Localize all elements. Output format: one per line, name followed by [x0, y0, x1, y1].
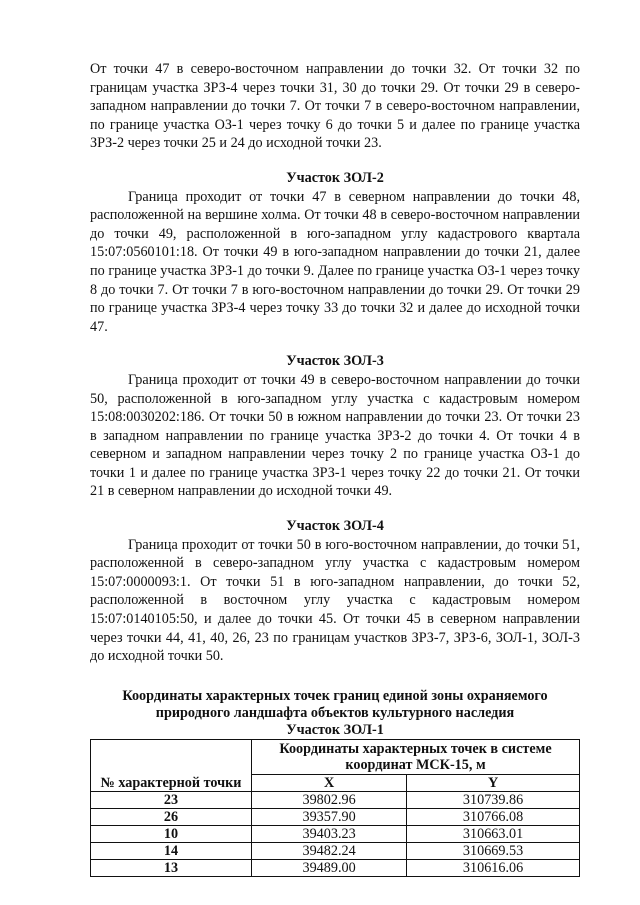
table-row [91, 808, 580, 825]
x-value: 39489.00 [252, 859, 407, 876]
header-coordinates-group: Координаты характерных точек в системе координат МСК-15, м [252, 739, 580, 774]
x-value: 39482.24 [252, 842, 407, 859]
intro-paragraph: От точки 47 в северо-восточном направлении до точки 32. От точки 32 по границам участка ЗРЗ-4 через точки 31, 30 до точки 29. От точки 29 в северо-западном направлении до точки 7. От точки 7 в северо-восточном направлении, по границе участка ОЗ-1 через точку 6 до точки 5 и далее по границе участка ЗРЗ-2 через точки 25 и 24 до исходной точки 23. [90, 61, 580, 152]
y-value: 310663.01 [407, 825, 580, 842]
point-number: 13 [91, 859, 252, 876]
coordinates-heading-line3: Участок ЗОЛ-1 [286, 721, 384, 738]
section-text-zol-3: Граница проходит от точки 49 в северо-восточном направлении до точки 50, расположенной в юго-западном углу участка с кадастровым номером 15:08:0030202:186. От точки 50 в южном направлении до точки 23. От точки 23 в западном направлении по границе участка ЗРЗ-2 до точки 4. От точки 4 в северном и западном направлении через точку 2 по границе участка ОЗ-1 до точки 1 и далее по границе участка ЗРЗ-1 через точку 22 до точки 21. От точки 21 в северном направлении до исходной точки 49. [90, 371, 580, 500]
table-row [91, 859, 580, 876]
table-row [91, 791, 580, 808]
header-point-number: № характерной точки [91, 739, 252, 791]
section-title-zol-2: Участок ЗОЛ-2 [286, 169, 384, 186]
table-row [91, 842, 580, 859]
coordinates-heading [90, 688, 580, 739]
point-number: 23 [91, 791, 252, 808]
point-number: 26 [91, 808, 252, 825]
document-page [90, 60, 580, 877]
y-value: 310669.53 [407, 842, 580, 859]
section-title-zol-4: Участок ЗОЛ-4 [286, 518, 384, 535]
x-value: 39802.96 [252, 791, 407, 808]
table-row [91, 825, 580, 842]
section-text-zol-4: Граница проходит от точки 50 в юго-восточном направлении, до точки 51, расположенной в северо-западном углу участка с кадастровым номером 15:07:0000093:1. От точки 51 в юго-западном направлении, до точки 52, расположенной в восточном углу участка с кадастровым номером 15:07:0140105:50, и далее до точки 45. От точки 45 в северном направлении через точки 44, 41, 40, 26, 23 по границам участков ЗРЗ-7, ЗРЗ-6, ЗОЛ-1, ЗОЛ-3 до исходной точки 50. [90, 536, 580, 665]
point-number: 14 [91, 842, 252, 859]
x-value: 39357.90 [252, 808, 407, 825]
x-value: 39403.23 [252, 825, 407, 842]
coordinates-heading-line2: природного ландшафта объектов культурного наследия [155, 704, 515, 721]
y-value: 310616.06 [407, 859, 580, 876]
coordinates-heading-line1: Координаты характерных точек границ единой зоны охраняемого [122, 687, 548, 704]
y-value: 310766.08 [407, 808, 580, 825]
section-text-zol-2: Граница проходит от точки 47 в северном направлении до точки 48, расположенной на вершине холма. От точки 48 в северо-восточном направлении до точки 49, расположенной в юго-западном углу кадастрового квартала 15:07:0560101:18. От точки 49 в юго-западном направлении до точки 21, далее по границе участка ЗРЗ-1 до точки 9. Далее по границе участка ОЗ-1 через точку 8 до точки 7. От точки 7 в юго-восточном направлении до точки 29. От точки 29 по границе участка ЗРЗ-4 через точку 33 до точки 32 и далее до исходной точки 47. [90, 188, 580, 335]
section-title-zol-3: Участок ЗОЛ-3 [286, 353, 384, 370]
header-x: X [252, 774, 407, 791]
header-y: Y [407, 774, 580, 791]
coordinates-table [90, 739, 580, 877]
point-number: 10 [91, 825, 252, 842]
y-value: 310739.86 [407, 791, 580, 808]
